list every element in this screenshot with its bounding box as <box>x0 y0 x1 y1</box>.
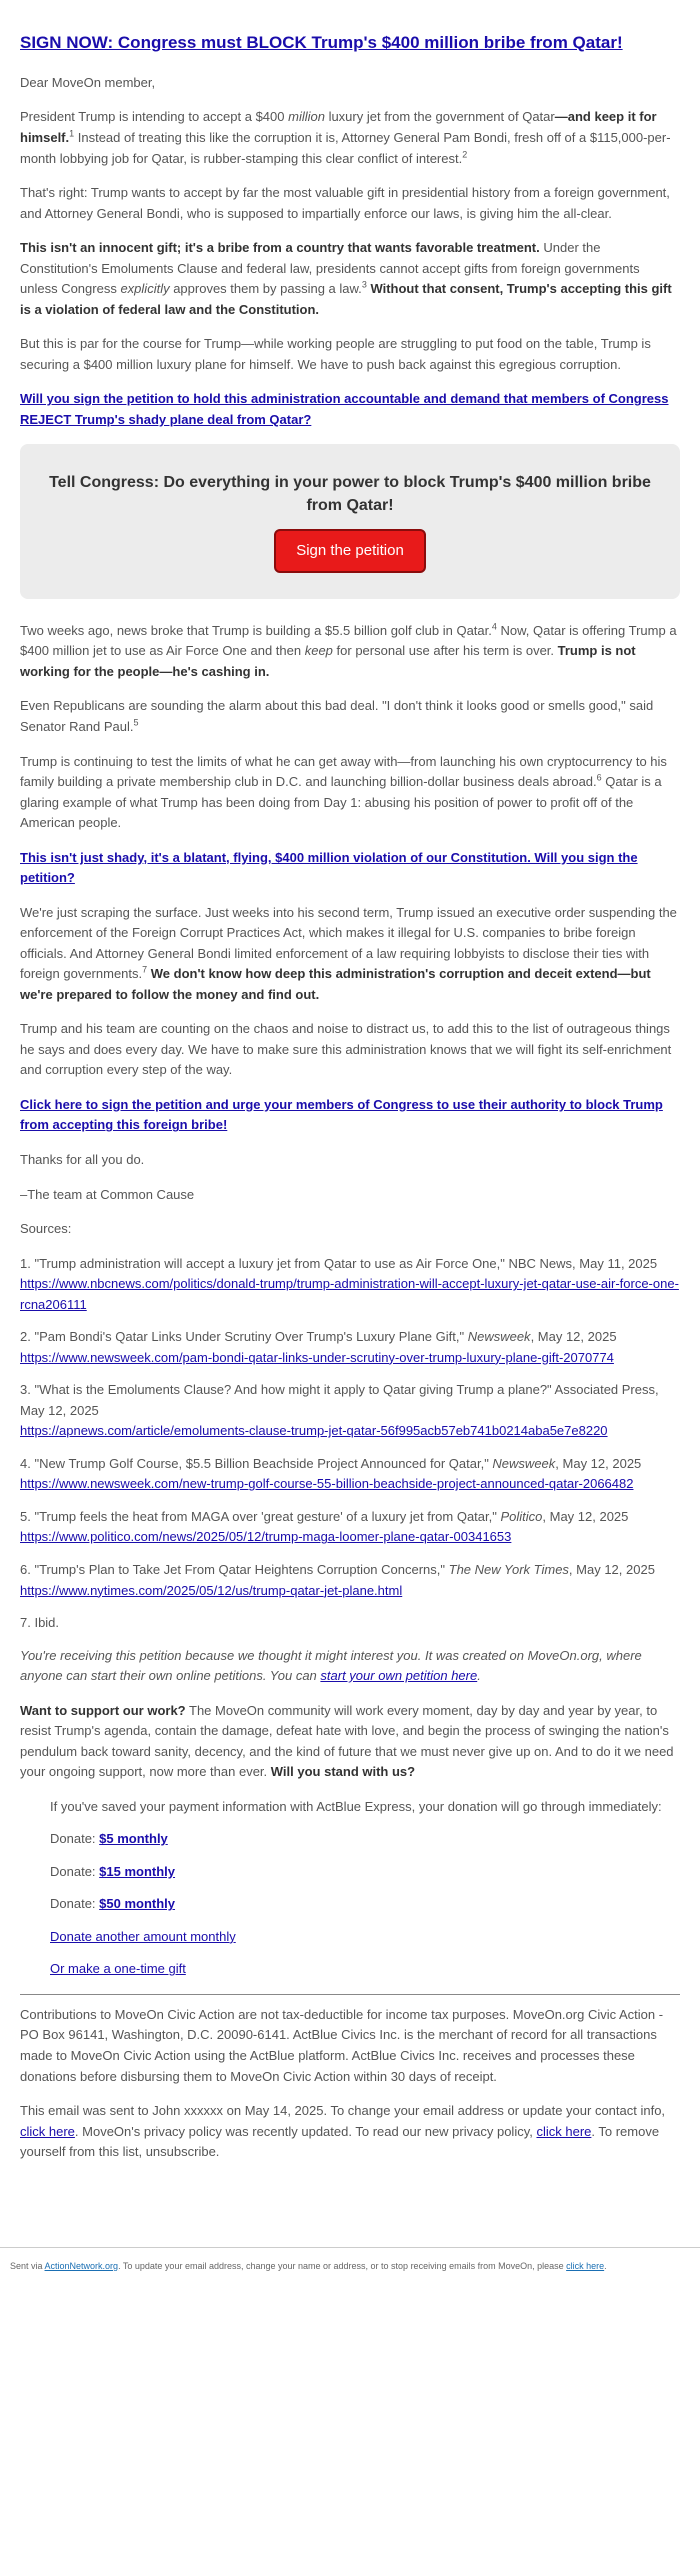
source-item: 6. "Trump's Plan to Take Jet From Qatar Heightens Corruption Concerns," The New York Times, May 12, 2025 https://www.nytimes.com/2025/05/12/us/trump-qatar-jet-plane.html <box>20 1561 655 1598</box>
sign-petition-button[interactable]: Sign the petition <box>274 529 426 573</box>
source-link[interactable]: https://www.newsweek.com/pam-bondi-qatar-links-under-scrutiny-over-trump-luxury-plane-gift-2070774 <box>20 1349 614 1365</box>
source-item: 3. "What is the Emoluments Clause? And how might it apply to Qatar giving Trump a plane?" Associated Press, May 12, 2025 https://apnews.com/article/emoluments-clause-trump-jet-qatar-56f995acb57eb741b0214aba5e7e8220 <box>20 1382 659 1439</box>
headline-link[interactable]: SIGN NOW: Congress must BLOCK Trump's $400 million bribe from Qatar! <box>20 33 623 52</box>
action-network-link[interactable]: ActionNetwork.org <box>44 2260 119 2271</box>
donate-line: Donate: $15 monthly <box>50 1863 176 1879</box>
paragraph-4: But this is par for the course for Trump—while working people are struggling to put food on the table, Trump is securing a $400 million luxury plane for himself. We have to push back against this egregious corruption. <box>20 336 651 372</box>
source-item: 1. "Trump administration will accept a luxury jet from Qatar to use as Air Force One," NBC News, May 11, 2025 https://www.nbcnews.com/politics/donald-trump/trump-administration-will-accept-luxury-jet-qatar-use-air-force-one-rcna206111 <box>20 1255 679 1312</box>
paragraph-6: Even Republicans are sounding the alarm about this bad deal. "I don't think it looks good or smells good," said Senator Rand Paul.$^5$ <box>20 698 654 734</box>
petition-link-3-wrap <box>20 1095 680 1136</box>
paragraph-1: President Trump is intending to accept a $400 million luxury jet from the government of Qatar—and keep it for himself.$^1$ Instead of treating this like the corruption it is, Attorney General Pam Bondi, fresh off of a $115,000-per-month lobbying job for Qatar, is rubber-stamping this clear conflict of interest.$^2$ <box>20 109 671 166</box>
source-item: 5. "Trump feels the heat from MAGA over 'great gesture' of a luxury jet from Qatar," Politico, May 12, 2025 https://www.politico.com/news/2025/05/12/trump-maga-loomer-plane-qatar-00341653 <box>20 1508 629 1545</box>
action-network-footer: Sent via ActionNetwork.org. To update your email address, change your name or address, or to stop receiving emails from MoveOn, please click here. <box>0 2247 700 2287</box>
update-contact-link[interactable]: click here <box>20 2123 75 2139</box>
manage-subscription-link[interactable]: click here <box>566 2260 605 2271</box>
source-link[interactable]: https://www.nbcnews.com/politics/donald-trump/trump-administration-will-accept-luxury-jet-qatar-use-air-force-one-rcna206111 <box>20 1276 679 1312</box>
one-time-gift-wrap <box>50 1959 680 1980</box>
donate-line: Donate: $5 monthly <box>50 1831 168 1847</box>
petition-link-2[interactable]: This isn't just shady, it's a blatant, flying, $400 million violation of our Constitution. Will you sign the petition? <box>20 849 638 886</box>
paragraph-7: Trump is continuing to test the limits of what he can get away with—from launching his own cryptocurrency to his family building a private membership club in D.C. and launching billion-dollar business deals abroad.$^6$ Qatar is a glaring example of what Trump has been doing from Day 1: abusing his position of power to profit off of the American people. <box>20 753 667 831</box>
petition-origin-note: You're receiving this petition because we thought it might interest you. It was created on MoveOn.org, where anyone can start their own online petitions. You can start your own petition here. <box>20 1647 642 1684</box>
source-link[interactable]: https://www.nytimes.com/2025/05/12/us/trump-qatar-jet-plane.html <box>20 1582 403 1598</box>
petition-link-1[interactable]: Will you sign the petition to hold this administration accountable and demand that members of Congress REJECT Trump's shady plane deal from Qatar? <box>20 391 669 427</box>
paragraph-3: This isn't an innocent gift; it's a bribe from a country that wants favorable treatment. Under the Constitution's Emoluments Clause and federal law, presidents cannot accept gifts from foreign governments unless Congress explicitly approves them by passing a law.$^3$ Without that consent, Trump's accepting this gift is a violation of federal law and the Constitution. <box>20 240 672 317</box>
signoff-text: –The team at Common Cause <box>20 1186 195 1202</box>
one-time-gift-link[interactable]: Or make a one-time gift <box>50 1961 186 1977</box>
paragraph-9: Trump and his team are counting on the chaos and noise to distract us, to add this to the list of outrageous things he says and does every day. We have to make sure this administration knows that we will fight its self-enrichment and corruption every step of the way. <box>20 1021 672 1078</box>
sent-to-notice: This email was sent to John xxxxxx on May 14, 2025. To change your email address or update your contact info, click here. MoveOn's privacy policy was recently updated. To read our new privacy policy, click here. To remove yourself from this list, unsubscribe. <box>20 2103 666 2160</box>
source-link[interactable]: https://apnews.com/article/emoluments-clause-trump-jet-qatar-56f995acb57eb741b0214aba5e7e8220 <box>20 1423 608 1439</box>
cta-box <box>20 444 680 598</box>
donate-5-monthly-link[interactable]: $5 monthly <box>99 1831 168 1847</box>
source-item: 4. "New Trump Golf Course, $5.5 Billion Beachside Project Announced for Qatar," Newsweek, May 12, 2025 https://www.newsweek.com/new-trump-golf-course-55-billion-beachside-project-announced-qatar-2066482 <box>20 1455 642 1492</box>
support-paragraph: Want to support our work? The MoveOn community will work every moment, day by day and year by year, to resist Trump's agenda, contain the damage, defeat hate with love, and begin the process of swinging the nation's pendulum back toward sanity, decency, and the kind of future that we must never give up on. And to do it we need your ongoing support, now more than ever. Will you stand with us? <box>20 1702 674 1780</box>
email-body <box>20 0 680 2187</box>
petition-link-2-wrap <box>20 848 680 889</box>
greeting: Dear MoveOn member, <box>20 74 156 90</box>
thanks-text: Thanks for all you do. <box>20 1152 145 1167</box>
donate-15-monthly-link[interactable]: $15 monthly <box>99 1863 176 1879</box>
source-item: 2. "Pam Bondi's Qatar Links Under Scrutiny Over Trump's Luxury Plane Gift," Newsweek, May 12, 2025 https://www.newsweek.com/pam-bondi-qatar-links-under-scrutiny-over-trump-luxury-plane-gift-2070774 <box>20 1329 617 1365</box>
paragraph-5: Two weeks ago, news broke that Trump is building a $5.5 billion golf club in Qatar.$^4$ Now, Qatar is offering Trump a $400 million jet to use as Air Force One and then keep for personal use after his term is over. Trump is not working for the people—he's cashing in. <box>20 621 677 679</box>
donate-another-wrap <box>50 1927 680 1948</box>
divider <box>20 1994 680 1995</box>
sources-list <box>20 1254 680 1634</box>
donate-50-monthly-link[interactable]: $50 monthly <box>99 1896 176 1912</box>
source-link[interactable]: https://www.politico.com/news/2025/05/12/trump-maga-loomer-plane-qatar-00341653 <box>20 1529 512 1545</box>
legal-disclaimer: Contributions to MoveOn Civic Action are not tax-deductible for income tax purposes. MoveOn.org Civic Action - PO Box 96141, Washington, D.C. 20090-6141. ActBlue Civics Inc. is the merchant of record for all transactions made to MoveOn Civic Action using the ActBlue platform. ActBlue Civics Inc. receives and processes these donations before disbursing them to MoveOn Civic Action within 30 days of receipt. <box>20 2006 664 2084</box>
paragraph-2: That's right: Trump wants to accept by far the most valuable gift in presidential history from a foreign government, and Attorney General Bondi, who is supposed to impartially enforce our laws, is giving him the all-clear. <box>20 185 670 221</box>
petition-link-3[interactable]: Click here to sign the petition and urge your members of Congress to use their authority to block Trump from accepting this foreign bribe! <box>20 1096 663 1133</box>
donate-another-amount-link[interactable]: Donate another amount monthly <box>50 1928 236 1944</box>
petition-link-1-wrap <box>20 389 680 430</box>
cta-heading: Tell Congress: Do everything in your power to block Trump's $400 million bribe from Qatar! <box>49 474 651 514</box>
paragraph-8: We're just scraping the surface. Just weeks into his second term, Trump issued an executive order suspending the enforcement of the Foreign Corrupt Practices Act, which makes it illegal for U.S. companies to bribe foreign officials. And Attorney General Bondi limited enforcement of a law requiring lobbyists to disclose their ties with foreign governments.$^7$ We don't know how deep this administration's corruption and deceit extend—but we're prepared to follow the money and find out. <box>20 904 677 1002</box>
source-item: 7. Ibid. <box>20 1615 60 1631</box>
source-link[interactable]: https://www.newsweek.com/new-trump-golf-course-55-billion-beachside-project-announced-qatar-2066482 <box>20 1476 634 1492</box>
sources-label: Sources: <box>20 1221 72 1237</box>
privacy-policy-link[interactable]: click here <box>536 2123 592 2139</box>
donate-intro: If you've saved your payment information with ActBlue Express, your donation will go through immediately: <box>50 1798 662 1814</box>
headline <box>20 32 680 55</box>
start-petition-link[interactable]: start your own petition here <box>320 1668 478 1684</box>
donate-line: Donate: $50 monthly <box>50 1896 176 1912</box>
donate-block <box>20 1797 680 1980</box>
